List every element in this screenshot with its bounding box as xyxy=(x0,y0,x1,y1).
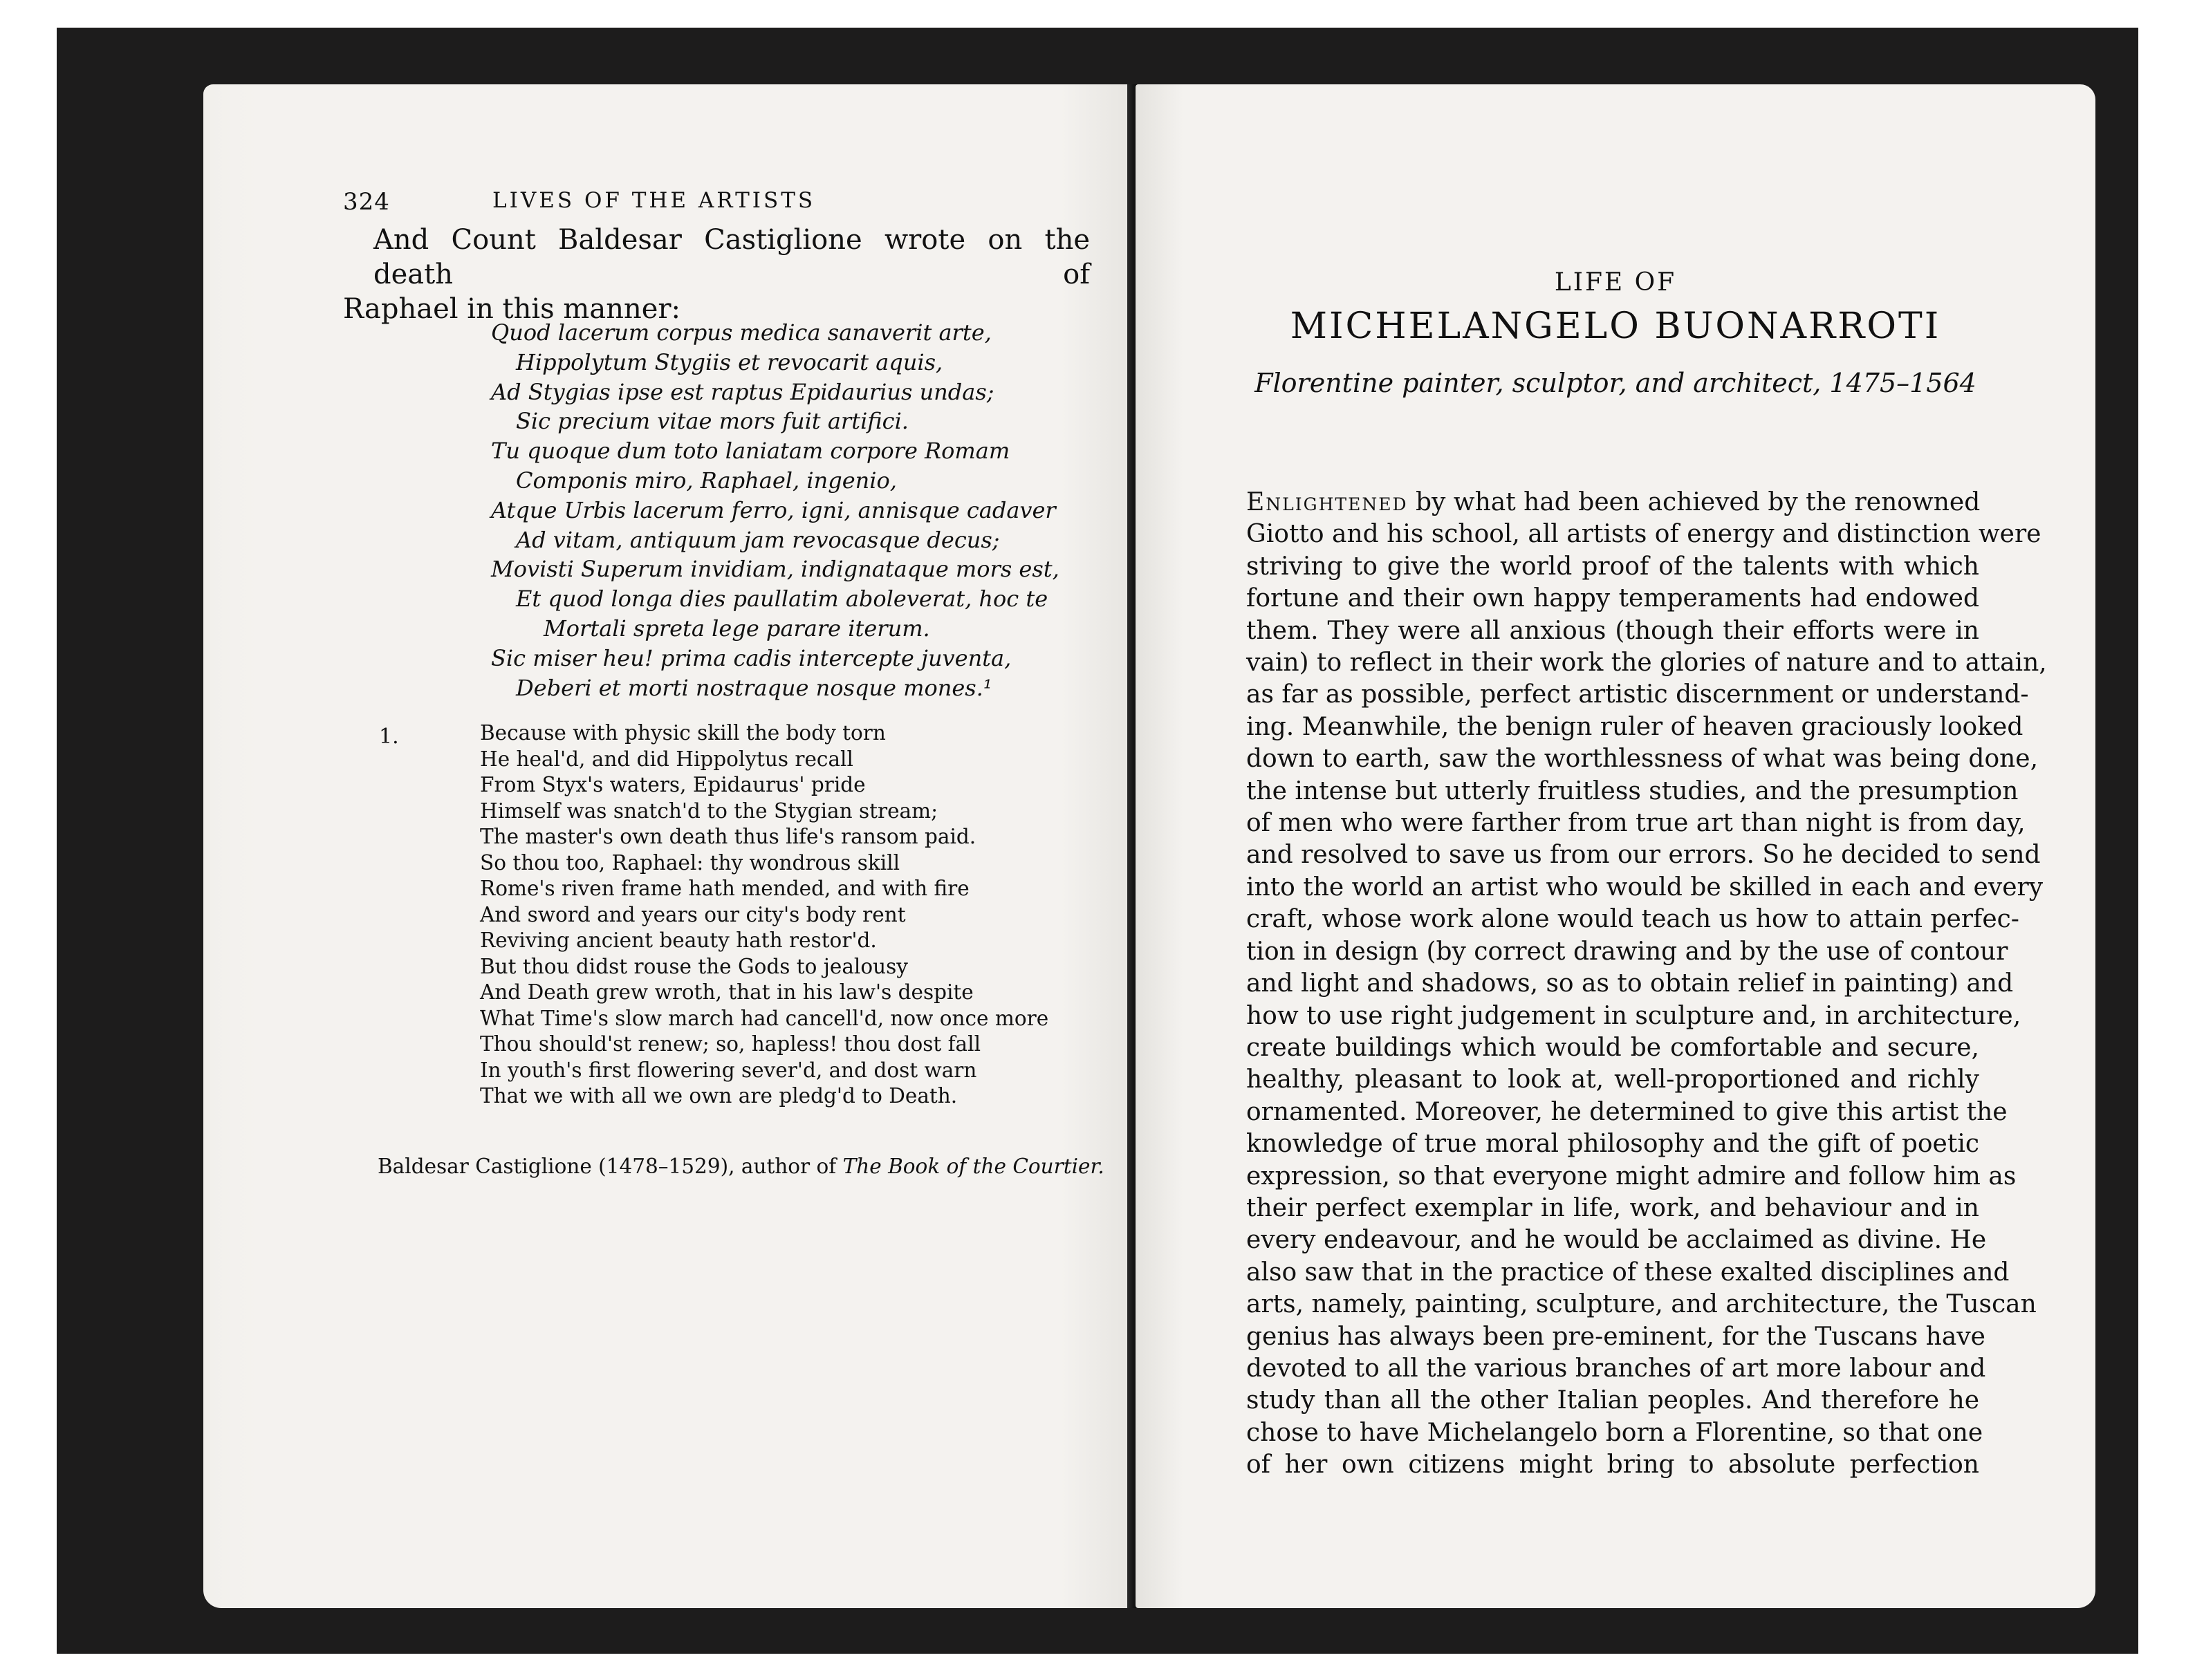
body-line: into the world an artist who would be skilled in each and every xyxy=(1246,872,2044,902)
footnote-translation xyxy=(480,720,1048,1110)
caption-prefix: Excerpt from Giorgio Vasari's xyxy=(2161,235,2178,498)
footnote-line: But thou didst rouse the Gods to jealousy xyxy=(480,954,908,978)
caption-line-1 xyxy=(2159,235,2180,960)
verse-line: Sic precium vitae mors fuit artifici. xyxy=(516,408,909,435)
verse-line: Deberi et morti nostraque nosque mones.¹ xyxy=(516,674,992,701)
caption-book-title: Lives of the Artists xyxy=(2161,497,2178,673)
chapter-body xyxy=(1246,487,2047,1482)
body-line: them. They were all anxious (though their efforts were in xyxy=(1246,616,1979,645)
body-line: tion in design (by correct drawing and by the use of contour xyxy=(1246,937,2008,966)
footnote-line: What Time's slow march had cancell'd, now once more xyxy=(480,1006,1049,1030)
body-line: their perfect exemplar in life, work, and behaviour and in xyxy=(1246,1193,1979,1222)
credit-text: Baldesar Castiglione (1478–1529), author of xyxy=(378,1155,843,1178)
book-spread xyxy=(57,28,2178,1654)
running-head: LIVES OF THE ARTISTS xyxy=(492,188,816,213)
body-line: every endeavour, and he would be acclaimed as divine. He xyxy=(1246,1226,1987,1255)
chapter-label: LIFE OF xyxy=(1554,268,1677,297)
body-line: ornamented. Moreover, he determined to give this artist the xyxy=(1246,1097,2008,1126)
verse-line: Sic miser heu! prima cadis intercepte juventa, xyxy=(491,644,1012,671)
author-credit xyxy=(378,1155,1104,1178)
chapter-subtitle: Florentine painter, sculptor, and architect, 1475–1564 xyxy=(1254,368,1976,398)
verse-line: Tu quoque dum toto laniatam corpore Romam xyxy=(491,438,1010,465)
body-line: of her own citizens might bring to absolute perfection xyxy=(1246,1450,1979,1480)
body-line: ing. Meanwhile, the benign ruler of heaven graciously looked xyxy=(1246,712,2023,741)
body-line: and resolved to save us from our errors. So he decided to send xyxy=(1246,841,2041,870)
intro-paragraph xyxy=(343,223,1090,326)
body-line: also saw that in the practice of these exalted disciplines and xyxy=(1246,1258,2010,1287)
opening-word: Enlightened xyxy=(1246,488,1408,516)
verse-line: Componis miro, Raphael, ingenio, xyxy=(516,467,897,494)
right-page xyxy=(1136,84,2095,1608)
body-line: vain) to reflect in their work the glories of nature and to attain, xyxy=(1246,648,2047,678)
credit-book-title: The Book of the Courtier. xyxy=(842,1155,1104,1178)
footnote-number: 1. xyxy=(379,725,399,749)
body-line: craft, whose work alone would teach us how to attain perfec- xyxy=(1246,905,2019,934)
footnote-line: Because with physic skill the body torn xyxy=(480,721,886,745)
verse-line: Et quod longa dies paullatim aboleverat, hoc te xyxy=(516,586,1048,613)
body-line: genius has always been pre-eminent, for the Tuscans have xyxy=(1246,1322,1985,1351)
footnote-line: He heal'd, and did Hippolytus recall xyxy=(480,747,853,771)
body-line: devoted to all the various branches of art more labour and xyxy=(1246,1354,1986,1383)
body-line xyxy=(1246,487,1979,519)
page-number: 324 xyxy=(343,188,390,216)
footnote-line: So thou too, Raphael: thy wondrous skill xyxy=(480,850,900,875)
left-page xyxy=(203,84,1136,1608)
footnote-line: Himself was snatch'd to the Stygian stream; xyxy=(480,799,938,823)
footnote-line: Thou should'st renew; so, hapless! thou dost fall xyxy=(480,1032,981,1056)
body-line: down to earth, saw the worthlessness of what was being done, xyxy=(1246,745,2039,774)
verse-line: Quod lacerum corpus medica sanaverit arte, xyxy=(491,319,992,346)
verse-line: Ad vitam, antiquum jam revocasque decus; xyxy=(516,526,1000,553)
caption-line-2: Penguin Classic: London, 1965, [Translation George Bull], p. 324–27 xyxy=(2140,235,2157,821)
verse-line: Movisti Superum invidiam, indignataque mors est, xyxy=(491,556,1059,583)
body-line: the intense but utterly fruitless studies, and the presumption xyxy=(1246,776,2019,805)
verse-line: Mortali spreta lege parare iterum. xyxy=(544,615,930,642)
footnote-line: Reviving ancient beauty hath restor'd. xyxy=(480,928,877,952)
footnote-line: From Styx's waters, Epidaurus' pride xyxy=(480,773,866,796)
body-line: chose to have Michelangelo born a Florentine, so that one xyxy=(1246,1418,1983,1447)
body-line: expression, so that everyone might admire and follow him as xyxy=(1246,1161,2017,1191)
verse-line: Atque Urbis lacerum ferro, igni, annisque cadaver xyxy=(491,496,1056,523)
body-line: of men who were farther from true art than night is from day, xyxy=(1246,809,2026,838)
latin-verse xyxy=(491,318,1059,702)
footnote-line: And Death grew wroth, that in his law's despite xyxy=(480,980,974,1004)
caption-edition: , Second edition, Florence, 1568, xyxy=(2161,672,2178,961)
body-line: arts, namely, painting, sculpture, and architecture, the Tuscan xyxy=(1246,1290,2037,1319)
body-line: how to use right judgement in sculpture and, in architecture, xyxy=(1246,1001,2021,1030)
body-line: as far as possible, perfect artistic discernment or understand- xyxy=(1246,680,2029,709)
source-caption xyxy=(2138,235,2178,961)
chapter-title: MICHELANGELO BUONARROTI xyxy=(1290,306,1941,347)
intro-line: And Count Baldesar Castiglione wrote on the death of xyxy=(373,224,1090,290)
footnote-line: And sword and years our city's body rent xyxy=(480,902,906,926)
body-line: striving to give the world proof of the talents with which xyxy=(1246,552,1979,581)
body-line: create buildings which would be comfortable and secure, xyxy=(1246,1033,1979,1062)
body-line: study than all the other Italian peoples. And therefore he xyxy=(1246,1386,1979,1415)
body-line: and light and shadows, so as to obtain relief in painting) and xyxy=(1246,969,2014,998)
body-line: knowledge of true moral philosophy and the gift of poetic xyxy=(1246,1130,1979,1159)
footnote-line: The master's own death thus life's ransom paid. xyxy=(480,825,976,848)
footnote-line: Rome's riven frame hath mended, and with fire xyxy=(480,877,970,900)
verse-line: Hippolytum Stygiis et revocarit aquis, xyxy=(516,348,943,375)
body-line: Giotto and his school, all artists of energy and distinction were xyxy=(1246,520,2041,549)
footnote-line: In youth's first flowering sever'd, and dost warn xyxy=(480,1058,977,1082)
footnote-line: That we with all we own are pledg'd to Death. xyxy=(480,1084,958,1108)
body-line: healthy, pleasant to look at, well-proportioned and richly xyxy=(1246,1065,1979,1094)
intro-line: Raphael in this manner: xyxy=(343,293,680,325)
verse-line: Ad Stygias ipse est raptus Epidaurius undas; xyxy=(491,378,994,405)
body-line: fortune and their own happy temperaments had endowed xyxy=(1246,584,1979,613)
opening-line-rest: by what had been achieved by the renowned xyxy=(1407,488,1981,516)
